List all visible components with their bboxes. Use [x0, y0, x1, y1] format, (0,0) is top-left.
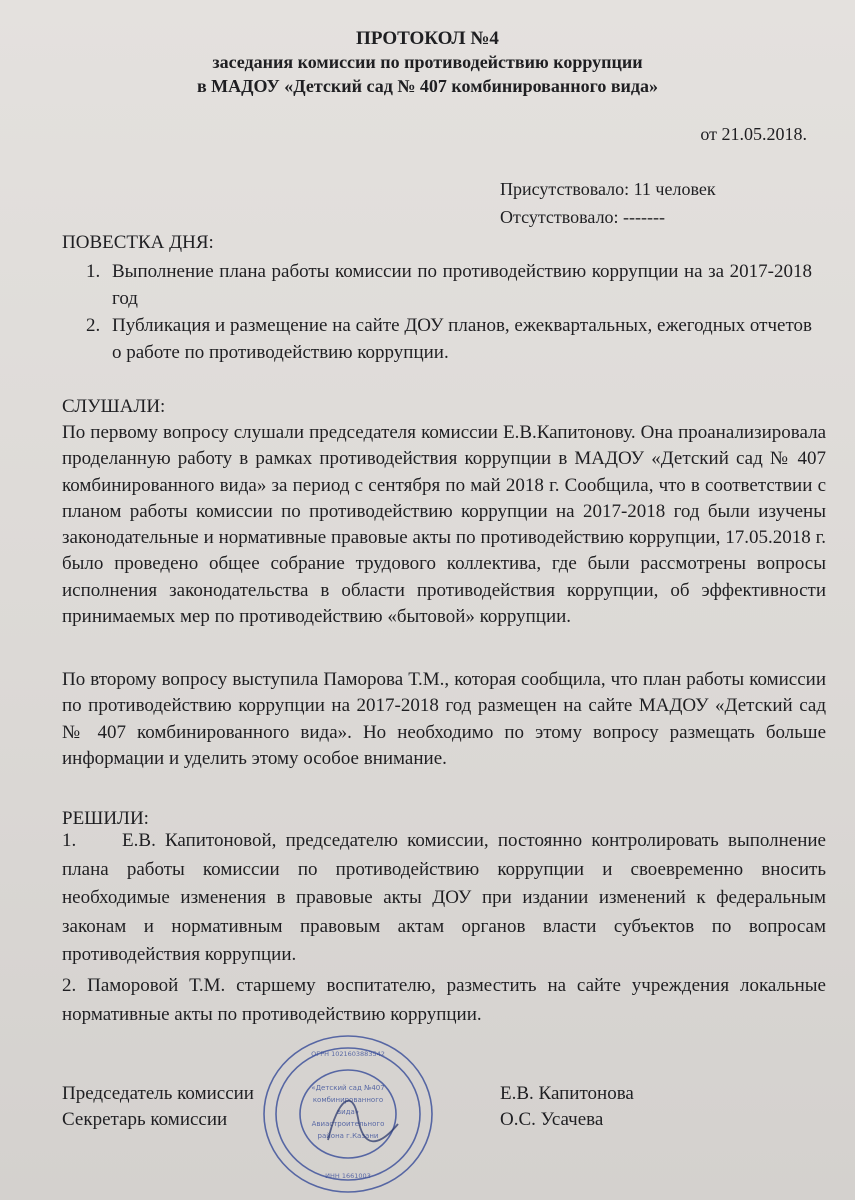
decision-item-2: 2. Паморовой Т.М. старшему воспитателю, разместить на сайте учреждения локальные нормативные акты по противодействию коррупции.	[62, 975, 826, 1025]
agenda-item-number: 2.	[86, 315, 101, 336]
chair-name: Е.В. Капитонова	[500, 1083, 634, 1104]
protocol-subtitle: заседания комиссии по противодействию коррупции	[212, 52, 643, 72]
protocol-title: ПРОТОКОЛ №4	[356, 28, 499, 49]
agenda-item-number: 1.	[86, 261, 101, 282]
heard-paragraph-2: По второму вопросу выступила Паморова Т.М., которая сообщила, что план работы комиссии по противодействию коррупции на 2017-2018 год размещен на сайте МАДОУ «Детский сад № 407 комбинированного вида». Но необходимо по этому вопросу размещать больше информации и уделить этому особое внимание.	[62, 669, 826, 769]
agenda-list	[86, 258, 812, 366]
attendance-block	[500, 175, 716, 231]
seal-line: вида»	[336, 1108, 360, 1116]
decided-heading: РЕШИЛИ:	[62, 808, 149, 829]
agenda-item	[86, 258, 812, 312]
official-seal	[258, 1028, 438, 1198]
secretary-name: О.С. Усачева	[500, 1109, 604, 1130]
attendance-absent: Отсутствовало: -------	[500, 207, 666, 227]
heard-heading: СЛУШАЛИ:	[62, 396, 166, 417]
protocol-date: от 21.05.2018.	[700, 124, 807, 144]
seal-ogrn: ОГРН 1021603883542	[311, 1050, 385, 1058]
agenda-item	[86, 312, 812, 366]
secretary-role: Секретарь комиссии	[62, 1109, 228, 1130]
seal-line: Авиастроительного	[311, 1120, 385, 1128]
agenda-item-text: Выполнение плана работы комиссии по противодействию коррупции на за 2017-2018 год	[112, 261, 812, 309]
institution-name: в МАДОУ «Детский сад № 407 комбинированного вида»	[196, 76, 659, 96]
agenda-item-text: Публикация и размещение на сайте ДОУ планов, ежеквартальных, ежегодных отчетов о работе по противодействию коррупции.	[112, 315, 812, 363]
decision-item-1: 1. Е.В. Капитоновой, председателю комиссии, постоянно контролировать выполнение плана работы комиссии по противодействию коррупции и своевременно вносить необходимые изменения в правовые акты ДОУ при издании изменений к федеральным законам и нормативным правовым актам органов власти субъектов по вопросам противодействия коррупции.	[62, 830, 826, 966]
seal-line: «Детский сад №407	[311, 1084, 385, 1092]
seal-line: комбинированного	[312, 1096, 384, 1104]
agenda-heading: ПОВЕСТКА ДНЯ:	[62, 232, 214, 253]
attendance-present: Присутствовало: 11 человек	[500, 179, 716, 199]
seal-line: района г.Казани	[317, 1132, 379, 1140]
chair-role: Председатель комиссии	[62, 1083, 254, 1104]
seal-inn: ИНН 1661003	[325, 1172, 371, 1180]
heard-paragraph-1: По первому вопросу слушали председателя комиссии Е.В.Капитонову. Она проанализировала проделанную работу в рамках противодействия коррупции в МАДОУ «Детский сад № 407 комбинированного вида» за период с сентября по май 2018 г. Сообщила, что в соответствии с планом работы комиссии по противодействию коррупции на 2017-2018 год были изучены законодательные и нормативные правовые акты по противодействию коррупции, 17.05.2018 г. было проведено общее собрание трудового коллектива, где были рассмотрены вопросы исполнения законодательства в области противодействия коррупции, об эффективности принимаемых мер по противодействию «бытовой» коррупции.	[62, 422, 826, 628]
